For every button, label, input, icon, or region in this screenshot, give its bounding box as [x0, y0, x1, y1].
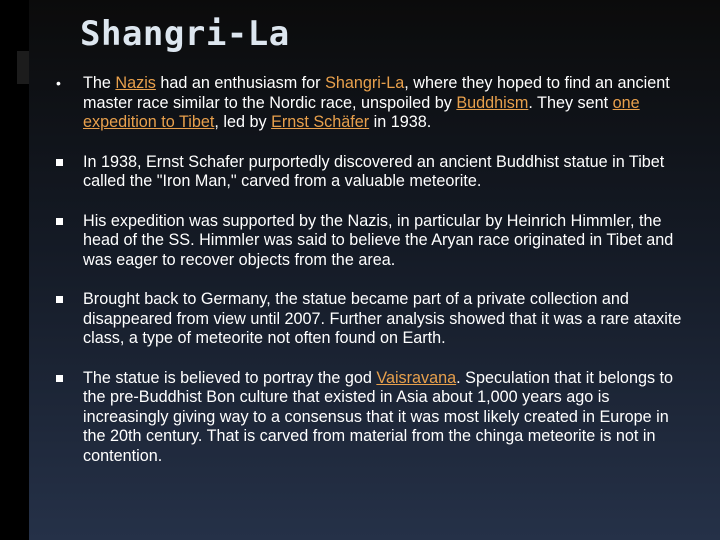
bullet-item [54, 369, 694, 467]
bullet-text: . Speculation that it belongs to the pre-Buddhist Bon culture that existed in Asia about 1,000 years ago is increasingly giving way to a consensus that it was most likely created in Europe in the 20th century. That is carved from material from the chinga meteorite is not in contention. [83, 368, 674, 465]
inline-link[interactable]: Buddhism [456, 93, 529, 112]
bullet-item [54, 212, 694, 271]
bullet-text: In 1938, Ernst Schafer purportedly discovered an ancient Buddhist statue in Tibet called the "Iron Man," carved from a valuable meteorite. [83, 152, 665, 190]
bullet-item [54, 153, 694, 192]
bullet-text: , where they hoped to find an ancient master race similar to the Nordic race, unspoiled by [83, 74, 670, 112]
dot-bullet-icon: • [56, 75, 61, 91]
square-bullet-icon [56, 159, 63, 166]
bullet-list [54, 74, 694, 486]
bullet-text: in 1938. [369, 113, 432, 131]
inline-link[interactable]: Ernst Schäfer [271, 113, 370, 131]
bullet-text: had an enthusiasm for [155, 74, 326, 92]
slide-title: Shangri-La [80, 14, 290, 54]
bullet-text: Brought back to Germany, the statue became part of a private collection and disappeared from view until 2007. Further analysis showed that it was a rare ataxite class, a type of meteorite not often found on Earth. [83, 290, 682, 347]
bullet-text: The [83, 74, 116, 92]
bullet-text: . They sent [528, 93, 613, 112]
accent-block [17, 51, 29, 84]
inline-link[interactable]: Nazis [115, 74, 156, 92]
inline-link[interactable]: Vaisravana [376, 368, 457, 387]
bullet-text: , led by [214, 113, 272, 131]
bullet-item [54, 290, 694, 349]
bullet-text: The statue is believed to portray the god [83, 368, 377, 387]
highlighted-text: Shangri-La [325, 74, 405, 92]
bullet-item [54, 74, 694, 133]
square-bullet-icon [56, 375, 63, 382]
square-bullet-icon [56, 296, 63, 303]
inline-link[interactable]: one expedition to Tibet [83, 93, 640, 131]
square-bullet-icon [56, 218, 63, 225]
bullet-text: His expedition was supported by the Nazis, in particular by Heinrich Himmler, the head of the SS. Himmler was said to believe the Aryan race originated in Tibet and was eager to recover objects from the area. [83, 211, 674, 269]
